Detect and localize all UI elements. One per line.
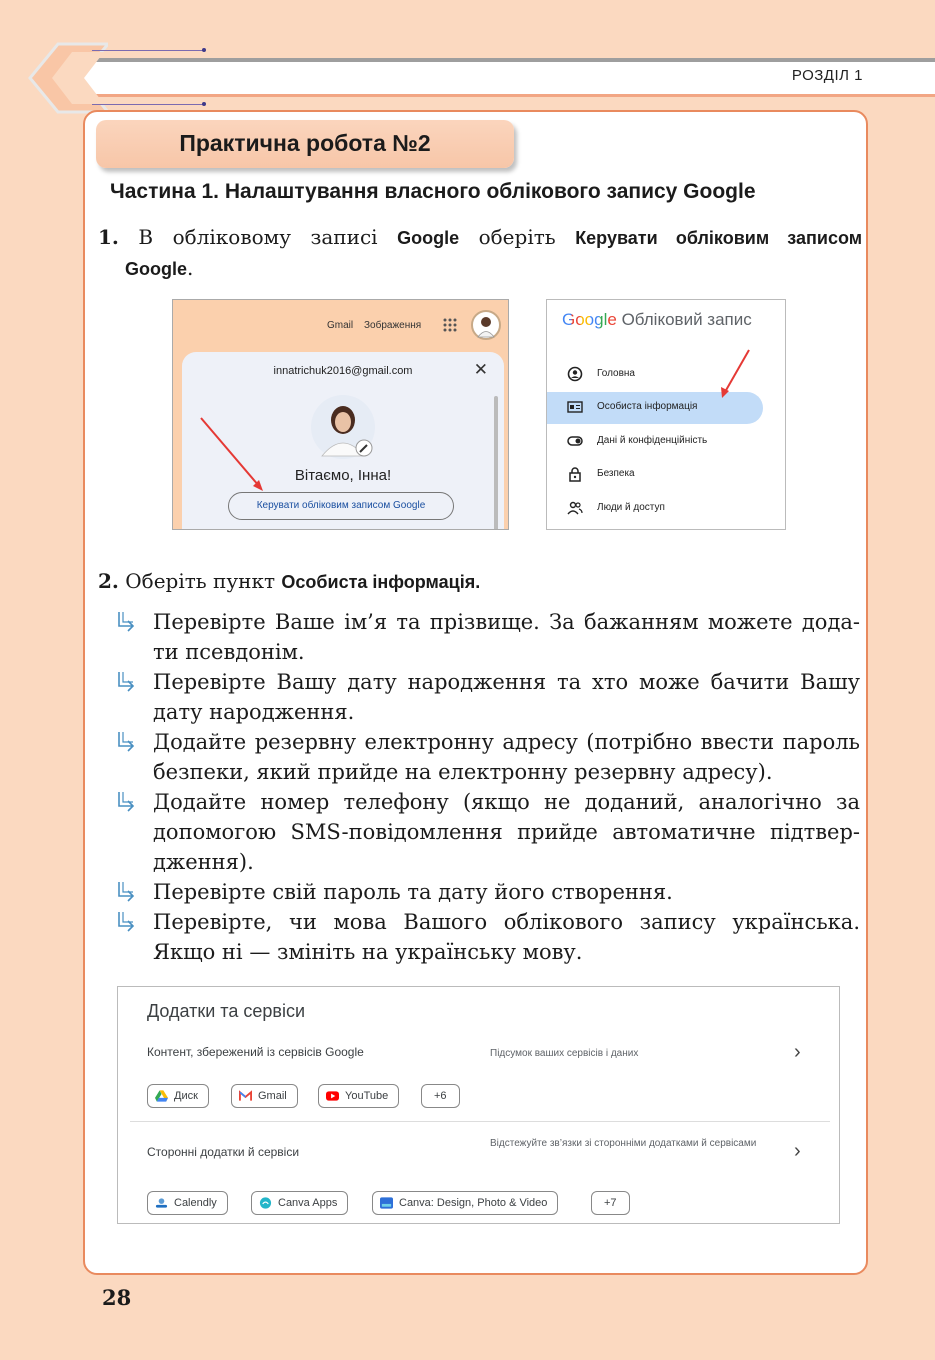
chip-label: Gmail bbox=[258, 1090, 287, 1102]
chip-canva-apps[interactable] bbox=[251, 1191, 348, 1215]
bullet-line: Перевірте Вашу дату народження та хто може бачити Вашу bbox=[153, 670, 860, 694]
services-summary-text: Підсумок ваших сервісів і даних bbox=[490, 1048, 639, 1059]
apps-services-heading: Додатки та сервіси bbox=[147, 1001, 305, 1021]
chip-label: Canva Apps bbox=[278, 1197, 338, 1209]
step-2-number: 2. bbox=[98, 569, 119, 593]
bullet-line: безпеки, який прийде на електронну резервну адресу). bbox=[153, 760, 773, 784]
images-link[interactable]: Зображення bbox=[364, 320, 422, 331]
bullet-line: допомогою SMS-повідомлення прийде автоматичне підтвер- bbox=[153, 820, 860, 844]
bullet-line: Перевірте Ваше ім’я та прізвище. За бажанням можете дода- bbox=[153, 610, 860, 634]
bullet-line: Якщо ні — змініть на українську мову. bbox=[153, 940, 583, 964]
arrow-bullet-icon bbox=[115, 880, 139, 904]
canva-icon bbox=[259, 1197, 272, 1209]
practical-work-title: Практична робота №2 bbox=[179, 130, 431, 156]
chip-drive[interactable] bbox=[147, 1084, 209, 1108]
canva-design-icon bbox=[380, 1197, 393, 1209]
divider bbox=[130, 1121, 830, 1122]
bullet-line: дату народження. bbox=[153, 700, 355, 724]
header-dot bbox=[202, 48, 206, 52]
header-thin-line bbox=[92, 50, 204, 51]
menu-item-label: Дані й конфіденційність bbox=[597, 435, 708, 446]
menu-item-label: Безпека bbox=[597, 468, 635, 479]
menu-item-label: Люди й доступ bbox=[597, 502, 665, 513]
google-services-content-label[interactable]: Контент, збережений із сервісів Google bbox=[147, 1045, 364, 1059]
chip-calendly[interactable] bbox=[147, 1191, 228, 1215]
chip-more[interactable]: +7 bbox=[591, 1191, 630, 1215]
google-account-menu-screenshot bbox=[546, 299, 786, 530]
step-1-text: оберіть bbox=[478, 225, 556, 249]
chevron-right-icon[interactable]: › bbox=[794, 1041, 801, 1063]
chip-youtube[interactable] bbox=[318, 1084, 399, 1108]
chip-canva-design[interactable] bbox=[372, 1191, 558, 1215]
arrow-bullet-icon bbox=[115, 730, 139, 754]
youtube-icon bbox=[326, 1090, 339, 1102]
bullet-line: Перевірте, чи мова Вашого облікового запису українська. bbox=[153, 910, 860, 934]
greeting: Вітаємо, Інна! bbox=[294, 467, 392, 484]
step-1-bold-manage: Керувати обліковим записом bbox=[575, 228, 863, 248]
chevron-right-icon[interactable]: › bbox=[794, 1140, 801, 1162]
chip-label: Canva: Design, Photo & Video bbox=[399, 1197, 548, 1209]
calendly-icon bbox=[155, 1197, 168, 1209]
step-2-text: Оберіть пункт bbox=[125, 569, 276, 593]
part-title: Частина 1. Налаштування власного облікового запису Google bbox=[110, 180, 756, 203]
practical-work-title-tab bbox=[96, 120, 514, 168]
menu-item-label: Головна bbox=[597, 368, 635, 379]
step-1 bbox=[98, 222, 862, 284]
account-email: innatrichuk2016@gmail.com bbox=[273, 365, 413, 377]
manage-account-button[interactable]: Керувати обліковим записом Google bbox=[228, 492, 454, 520]
red-arrow-icon bbox=[173, 300, 509, 530]
close-icon[interactable]: ✕ bbox=[473, 360, 488, 379]
bullet-line: Додайте номер телефону (якщо не доданий, аналогічно за bbox=[153, 790, 860, 814]
chip-more[interactable]: +6 bbox=[421, 1084, 460, 1108]
bullet-line: Перевірте свій пароль та дату його створення. bbox=[153, 880, 673, 904]
google-logo: Google bbox=[562, 310, 617, 329]
step-2-bold: Особиста інформація. bbox=[281, 572, 481, 592]
red-arrow-icon bbox=[547, 300, 786, 530]
gmail-icon bbox=[239, 1090, 252, 1102]
header-dot bbox=[202, 102, 206, 106]
header-line-bottom bbox=[70, 94, 935, 97]
step-1-number: 1. bbox=[98, 225, 119, 249]
arrow-bullet-icon bbox=[115, 670, 139, 694]
step-1-bold-google-2: Google bbox=[125, 259, 187, 279]
account-label: Обліковий запис bbox=[621, 310, 752, 329]
header-thin-line bbox=[92, 104, 204, 105]
step-1-text: В обліковому записі bbox=[138, 225, 378, 249]
third-party-description: Відстежуйте зв’язки зі сторонніми додатками й сервісами bbox=[490, 1138, 757, 1149]
apps-and-services-screenshot bbox=[117, 986, 840, 1224]
menu-item-label: Особиста інформація bbox=[597, 401, 698, 412]
chip-label: Calendly bbox=[174, 1197, 217, 1209]
gmail-link[interactable]: Gmail bbox=[327, 320, 354, 331]
chip-label: YouTube bbox=[345, 1090, 389, 1102]
chip-gmail[interactable] bbox=[231, 1084, 298, 1108]
step-1-bold-google: Google bbox=[397, 228, 460, 248]
step-2 bbox=[98, 566, 862, 597]
arrow-bullet-icon bbox=[115, 790, 139, 814]
bullet-line: дження). bbox=[153, 850, 254, 874]
page-number: 28 bbox=[102, 1285, 132, 1310]
arrow-bullet-icon bbox=[115, 610, 139, 634]
section-label: РОЗДІЛ 1 bbox=[791, 67, 863, 84]
third-party-apps-label[interactable]: Сторонні додатки й сервіси bbox=[147, 1145, 300, 1159]
step-1-period: . bbox=[187, 256, 194, 280]
bullet-line: Додайте резервну електронну адресу (потрібно ввести пароль bbox=[153, 730, 860, 754]
google-drive-icon bbox=[155, 1090, 168, 1102]
bullet-line: ти псевдонім. bbox=[153, 640, 305, 664]
arrow-bullet-icon bbox=[115, 910, 139, 934]
google-account-popup-screenshot bbox=[172, 299, 509, 530]
chip-label: Диск bbox=[174, 1090, 198, 1102]
